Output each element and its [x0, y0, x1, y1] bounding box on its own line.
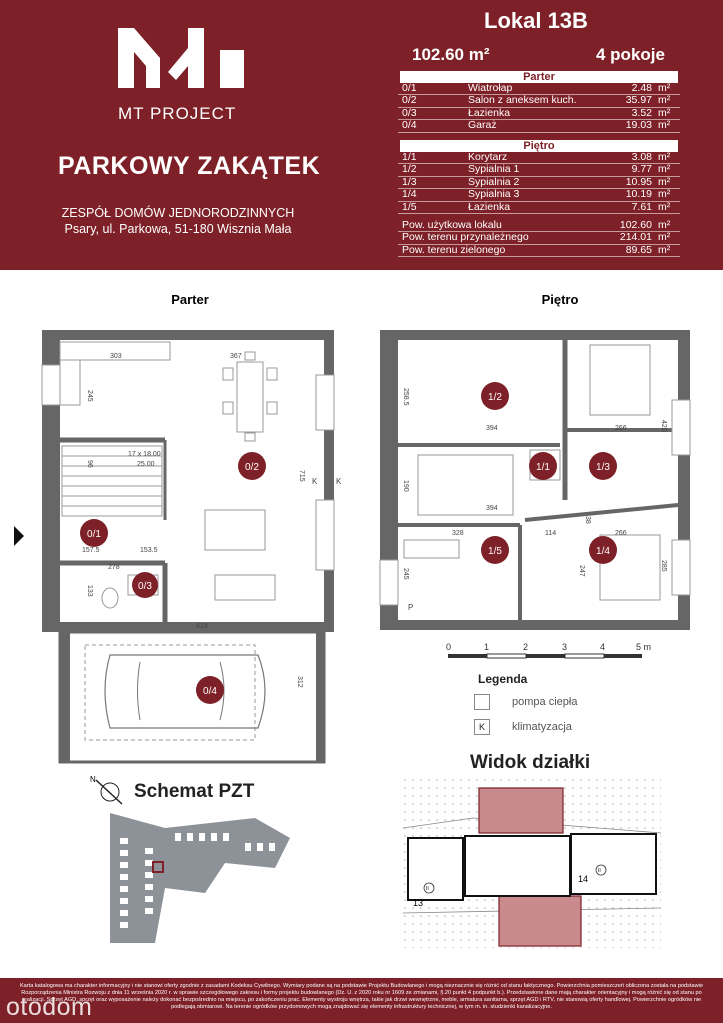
dim-label: 394 — [486, 425, 498, 432]
unit-name: Lokal 13B — [484, 8, 588, 33]
row-no: 1/5 — [402, 200, 417, 213]
row-name: Łazienka — [468, 106, 511, 119]
room-badge — [481, 382, 509, 410]
room-badge — [238, 452, 266, 480]
row-unit: m² — [658, 151, 671, 163]
parter-plan — [14, 330, 334, 762]
row-no: 0/1 — [402, 82, 417, 94]
heat-pump-icon — [474, 694, 490, 710]
row-unit: m² — [658, 175, 671, 188]
building-mark: II — [598, 868, 601, 874]
dim-label: 25.00 — [137, 461, 155, 468]
scale-tick: 4 — [600, 642, 606, 652]
scale-tick: 2 — [523, 642, 529, 652]
pietro-table — [398, 140, 680, 214]
row-name: Pow. terenu przynależnego — [402, 231, 529, 244]
legend-title: Legenda — [478, 672, 528, 686]
dim-label: 133 — [86, 585, 93, 597]
row-name: Sypialnia 2 — [468, 175, 520, 188]
dim-label: 303 — [110, 353, 122, 360]
north-arrow-icon — [88, 772, 128, 808]
dim-label: 190 — [402, 480, 409, 492]
dim-label: 312 — [296, 676, 303, 688]
dim-label: 367 — [230, 353, 242, 360]
pzt-title: Schemat PZT — [134, 781, 255, 802]
svg-text:N: N — [90, 775, 96, 784]
widok-title: Widok działki — [470, 752, 591, 773]
dim-label: 394 — [486, 505, 498, 512]
dim-label: 258.5 — [402, 388, 409, 406]
row-name: Korytarz — [468, 151, 508, 163]
row-unit: m² — [658, 106, 671, 119]
legend-label: pompa ciepła — [512, 696, 578, 708]
scale-tick: 5 m — [636, 642, 652, 652]
unit-area: 102.60 m² — [412, 45, 490, 64]
row-name: Sypialnia 1 — [468, 163, 520, 176]
table-row — [398, 232, 680, 244]
dim-label: 266 — [615, 530, 627, 537]
ac-icon: K — [474, 719, 490, 735]
project-subtitle: ZESPÓŁ DOMÓW JEDNORODZINNYCH — [61, 206, 295, 220]
footer-disclaimer: Karta katalogowa ma charakter informacyjny i nie stanowi oferty zgodnie z zasadami Kodeksu Cywilnego. Wymiary podane są na podstawie Projektu Budowlanego i mogą nieznacznie się różnić od stanu faktycznego. Powierzchnia pomieszczeń obliczona została na podstawie Rozporządzenia Ministra Rozwoju z dnia 11 września 2020 r. w sprawie szczegółowego zakresu i formy projektu budowlanego (Dz. U. z 2020 roku nr 1609 ze zmianami, §.20 punkt 4 podpunkt b.). Przedstawione dane mają charakter orientacyjny i mogą różnić się od stanu po realizacji. Sprzęt AGD, sprzęt oraz wyposażenie należy dokonać bezpośrednio na miejscu, po zakończeniu prac. Elementy wystroju wnętrza, takie jak drzwi wewnętrzne, meble, armatura sanitarna, sprzęt AGD i RTV, nie stanowią oferty handlowej. Powierzchnie ogródków nie podlegają obmiarowi. Na terenie ogródków przydomowych mogą znajdować się elementy infrastruktury technicznej, w tym m. in. studzienki kanalizacyjne. — [0, 978, 723, 1023]
row-area: 3.52 — [631, 106, 652, 119]
room-badge — [196, 676, 224, 704]
row-area: 214.01 — [619, 231, 652, 244]
floor-plans — [0, 270, 723, 770]
dim-label: 328 — [452, 530, 464, 537]
plot-number: 13 — [413, 898, 424, 908]
row-name: Salon z aneksem kuch. — [468, 94, 577, 107]
row-name: Pow. terenu zielonego — [402, 243, 506, 256]
dim-label: 96 — [86, 460, 93, 468]
scale-tick: 1 — [484, 642, 490, 652]
dim-label: 114 — [545, 530, 557, 537]
k-mark: K — [312, 477, 318, 486]
room-badge — [132, 572, 158, 598]
table-row — [398, 95, 680, 107]
project-address: Psary, ul. Parkowa, 51-180 Wisznia Mała — [64, 222, 292, 236]
scale-tick: 0 — [446, 642, 452, 652]
dim-label: 247 — [578, 565, 585, 577]
building-mark: II — [426, 886, 429, 892]
svg-text:1/2: 1/2 — [488, 392, 502, 403]
dim-label: 153.5 — [140, 547, 158, 554]
row-unit: m² — [658, 200, 671, 213]
table-row — [398, 164, 680, 176]
pietro-plan-label: Piętro — [541, 292, 579, 307]
table-row — [398, 189, 680, 201]
row-area: 7.61 — [631, 200, 652, 213]
p-mark: P — [408, 603, 414, 612]
room-badge — [481, 536, 509, 564]
parter-plan-label: Parter — [171, 292, 209, 307]
row-unit: m² — [658, 82, 671, 94]
header-panel — [0, 0, 723, 270]
row-no: 1/2 — [402, 163, 417, 176]
plot-view-map — [403, 778, 661, 948]
pietro-heading: Piętro — [400, 140, 678, 152]
dim-label: 157.5 — [82, 547, 100, 554]
dim-label: 245 — [402, 568, 409, 580]
row-name: Pow. użytkowa lokalu — [402, 219, 502, 231]
row-area: 3.08 — [631, 151, 652, 163]
svg-text:1/1: 1/1 — [536, 462, 550, 473]
row-unit: m² — [658, 163, 671, 176]
legend-label: klimatyzacja — [512, 721, 572, 733]
svg-text:1/4: 1/4 — [596, 546, 610, 557]
row-no: 1/3 — [402, 175, 417, 188]
summary-table — [398, 220, 680, 257]
dim-label: 38 — [584, 516, 591, 524]
pzt-map — [105, 808, 295, 948]
table-row — [398, 245, 680, 257]
row-area: 2.48 — [631, 82, 652, 94]
svg-text:0/2: 0/2 — [245, 462, 259, 473]
pietro-plan — [380, 330, 690, 630]
room-badge — [589, 452, 617, 480]
dim-label: 266 — [615, 425, 627, 432]
row-area: 10.19 — [625, 188, 652, 201]
row-area: 35.97 — [625, 94, 652, 107]
row-unit: m² — [658, 231, 671, 244]
row-unit: m² — [658, 243, 671, 256]
table-row — [398, 120, 680, 132]
room-badge — [589, 536, 617, 564]
dim-label: 278 — [108, 564, 120, 571]
row-unit: m² — [658, 94, 671, 107]
row-area: 10.95 — [625, 175, 652, 188]
row-name: Łazienka — [468, 200, 511, 213]
parter-table — [398, 71, 680, 133]
dim-label: 619 — [196, 623, 208, 630]
row-name: Sypialnia 3 — [468, 188, 520, 201]
svg-text:0/4: 0/4 — [203, 686, 217, 697]
svg-text:0/1: 0/1 — [87, 529, 101, 540]
row-no: 0/2 — [402, 94, 417, 107]
row-unit: m² — [658, 119, 671, 132]
svg-text:0/3: 0/3 — [138, 581, 152, 592]
room-badge — [80, 519, 108, 547]
scale-bar — [440, 640, 660, 662]
row-unit: m² — [658, 188, 671, 201]
k-mark: K — [336, 477, 342, 486]
row-no: 1/4 — [402, 188, 417, 201]
row-area: 89.65 — [625, 243, 652, 256]
unit-rooms: 4 pokoje — [596, 45, 665, 64]
scale-tick: 3 — [562, 642, 568, 652]
parter-heading: Parter — [400, 71, 678, 83]
row-area: 19.03 — [625, 119, 652, 132]
row-no: 1/1 — [402, 151, 417, 163]
row-name: Wiatrołap — [468, 82, 513, 94]
room-badge — [529, 452, 557, 480]
brand-subtitle: MT PROJECT — [118, 104, 237, 123]
row-no: 0/3 — [402, 106, 417, 119]
mt-logo — [118, 28, 248, 88]
project-title: PARKOWY ZAKĄTEK — [58, 152, 321, 180]
dim-label: 715 — [298, 470, 305, 482]
row-no: 0/4 — [402, 119, 417, 132]
row-unit: m² — [658, 219, 671, 231]
svg-text:1/3: 1/3 — [596, 462, 610, 473]
row-name: Garaż — [468, 119, 497, 132]
table-row — [398, 202, 680, 214]
row-area: 102.60 — [619, 219, 652, 231]
row-area: 9.77 — [631, 163, 652, 176]
dim-label: 17 x 18.00 — [128, 451, 161, 458]
svg-text:1/5: 1/5 — [488, 546, 502, 557]
plot-number: 14 — [578, 874, 589, 884]
otodom-watermark: otodom — [6, 993, 93, 1021]
dim-label: 285 — [660, 560, 667, 572]
dim-label: 245 — [86, 390, 93, 402]
dim-label: 420 — [660, 420, 667, 432]
